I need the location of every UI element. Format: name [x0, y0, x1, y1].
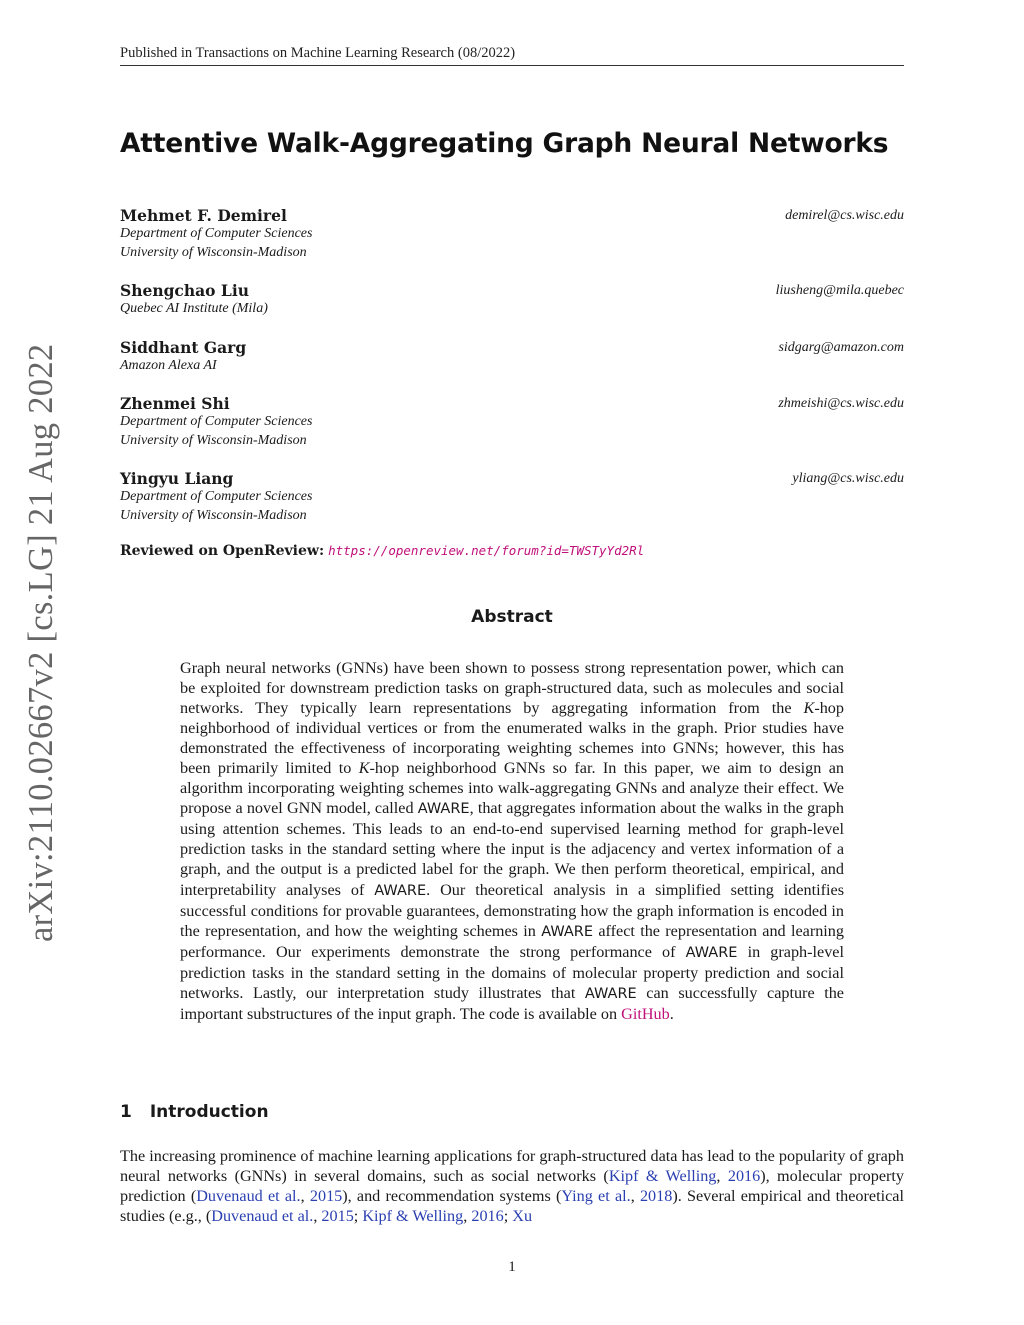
body-text: ;	[353, 1207, 363, 1226]
body-text: ,	[463, 1207, 472, 1226]
author-email[interactable]: demirel@cs.wisc.edu	[785, 208, 904, 223]
citation-link[interactable]: Duvenaud et al.	[196, 1187, 301, 1206]
model-name: AWARE	[417, 801, 470, 818]
body-text: ,	[630, 1187, 640, 1206]
body-text: ;	[503, 1207, 513, 1226]
header-rule	[120, 65, 904, 66]
page-number: 1	[508, 1259, 516, 1275]
author-name: Mehmet F. Demirel	[120, 206, 287, 225]
author-name: Zhenmei Shi	[120, 394, 230, 413]
author-block	[120, 469, 904, 525]
body-text: The increasing prominence of machine learning applications for graph-structured data has lead to the popularity of graph neural networks (GNNs) in several domains, such as social networks (	[120, 1147, 904, 1186]
citation-link[interactable]: Xu	[512, 1207, 533, 1226]
author-email[interactable]: yliang@cs.wisc.edu	[792, 471, 904, 486]
section-title: Introduction	[149, 1102, 269, 1122]
abstract-text: in graph-level prediction tasks in the standard setting in the domains of molecular property prediction and social networks. Lastly, our interpretation study illustrates that	[180, 942, 844, 1002]
body-text: ). Several empirical and theoretical studies (e.g., (	[120, 1187, 904, 1226]
model-name: AWARE	[584, 985, 637, 1002]
abstract-text: . Our theoretical analysis in a simplified setting identifies successful conditions for provable guarantees, demonstrating how the graph information is encoded in the representation, and how the weighting schemes in	[180, 880, 845, 940]
review-label: Reviewed on OpenReview:	[120, 543, 325, 559]
body-text: ,	[300, 1187, 310, 1206]
paper-title: Attentive Walk-Aggregating Graph Neural Networks	[120, 128, 889, 159]
introduction-body	[120, 1146, 904, 1226]
math-k: K	[358, 759, 370, 778]
citation-link[interactable]: Kipf & Welling	[362, 1207, 464, 1226]
citation-link[interactable]: 2015	[309, 1187, 343, 1206]
abstract-text: Graph neural networks (GNNs) have been shown to possess strong representation power, which can be exploited for downstream prediction tasks on graph-structured data, such as molecules and social networks. They typically learn representations by aggregating information from the	[180, 659, 844, 718]
github-link[interactable]: GitHub	[621, 1004, 670, 1023]
abstract-text: , that aggregates information about the walks in the graph using attention schemes. This leads to an end-to-end supervised learning method for graph-level prediction tasks in the standard setting where the input is the adjacency and vertex information of a graph, and the output is a predicted label for the graph. We then perform theoretical, empirical, and interpretability analyses of	[180, 799, 844, 899]
body-text: ,	[716, 1167, 728, 1186]
model-name: AWARE	[374, 882, 427, 899]
abstract-text: .	[669, 1004, 674, 1023]
model-name: AWARE	[685, 944, 738, 961]
author-block	[120, 281, 904, 319]
openreview-link[interactable]: https://openreview.net/forum?id=TWSTyYd2Rl	[328, 543, 645, 558]
abstract-text: -hop neighborhood of individual vertices or from the enumerated walks in the graph. Prior studies have demonstrated the effectiveness of incorporating weighting schemes into GNNs; however, this has been primarily limited to	[180, 699, 844, 778]
section-number: 1	[120, 1102, 132, 1122]
body-text: ,	[313, 1207, 322, 1226]
citation-link[interactable]: 2015	[321, 1207, 354, 1226]
author-affiliation: Department of Computer Sciences	[120, 489, 313, 504]
author-affiliation: Department of Computer Sciences	[120, 414, 313, 429]
citation-link[interactable]: 2016	[727, 1167, 761, 1186]
author-institution: University of Wisconsin-Madison	[120, 507, 307, 523]
running-head: Published in Transactions on Machine Learning Research (08/2022)	[120, 45, 516, 61]
abstract-text: -hop neighborhood GNNs so far. In this paper, we aim to design an algorithm incorporating weighting schemes into walk-aggregating GNNs and analyze their effect. We propose a novel GNN model, called	[180, 759, 844, 818]
arxiv-sidebar-stamp: arXiv:2110.02667v2 [cs.LG] 21 Aug 2022	[22, 343, 60, 942]
citation-link[interactable]: 2016	[471, 1207, 504, 1226]
author-name: Shengchao Liu	[120, 281, 249, 300]
body-text: ), and recommendation systems (	[342, 1187, 562, 1206]
author-email[interactable]: liusheng@mila.quebec	[775, 283, 904, 298]
abstract-heading: Abstract	[471, 607, 553, 627]
body-text: ), molecular property prediction (	[120, 1167, 904, 1206]
author-email[interactable]: sidgarg@amazon.com	[778, 340, 904, 355]
abstract-text: affect the representation and learning performance. Our experiments demonstrate the strong performance of	[180, 921, 844, 961]
author-affiliation: Amazon Alexa AI	[120, 358, 217, 373]
author-affiliation: Department of Computer Sciences	[120, 226, 313, 241]
abstract-body	[180, 658, 844, 1024]
citation-link[interactable]: 2018	[639, 1187, 673, 1206]
citation-link[interactable]: Duvenaud et al.	[211, 1207, 314, 1226]
review-line	[120, 543, 644, 559]
author-affiliation: Quebec AI Institute (Mila)	[120, 301, 268, 316]
math-k: K	[803, 699, 815, 718]
author-email[interactable]: zhmeishi@cs.wisc.edu	[778, 396, 904, 411]
citation-link[interactable]: Ying et al.	[561, 1187, 631, 1206]
author-block	[120, 338, 904, 376]
model-name: AWARE	[541, 923, 594, 940]
citation-link[interactable]: Kipf & Welling	[608, 1167, 717, 1186]
abstract-text: can successfully capture the important substructures of the input graph. The code is available on	[180, 983, 844, 1023]
author-name: Siddhant Garg	[120, 338, 247, 357]
author-name: Yingyu Liang	[120, 469, 234, 488]
section-heading-introduction	[120, 1102, 269, 1122]
author-institution: University of Wisconsin-Madison	[120, 432, 307, 448]
author-block	[120, 394, 904, 450]
author-institution: University of Wisconsin-Madison	[120, 244, 307, 260]
author-block	[120, 206, 904, 262]
